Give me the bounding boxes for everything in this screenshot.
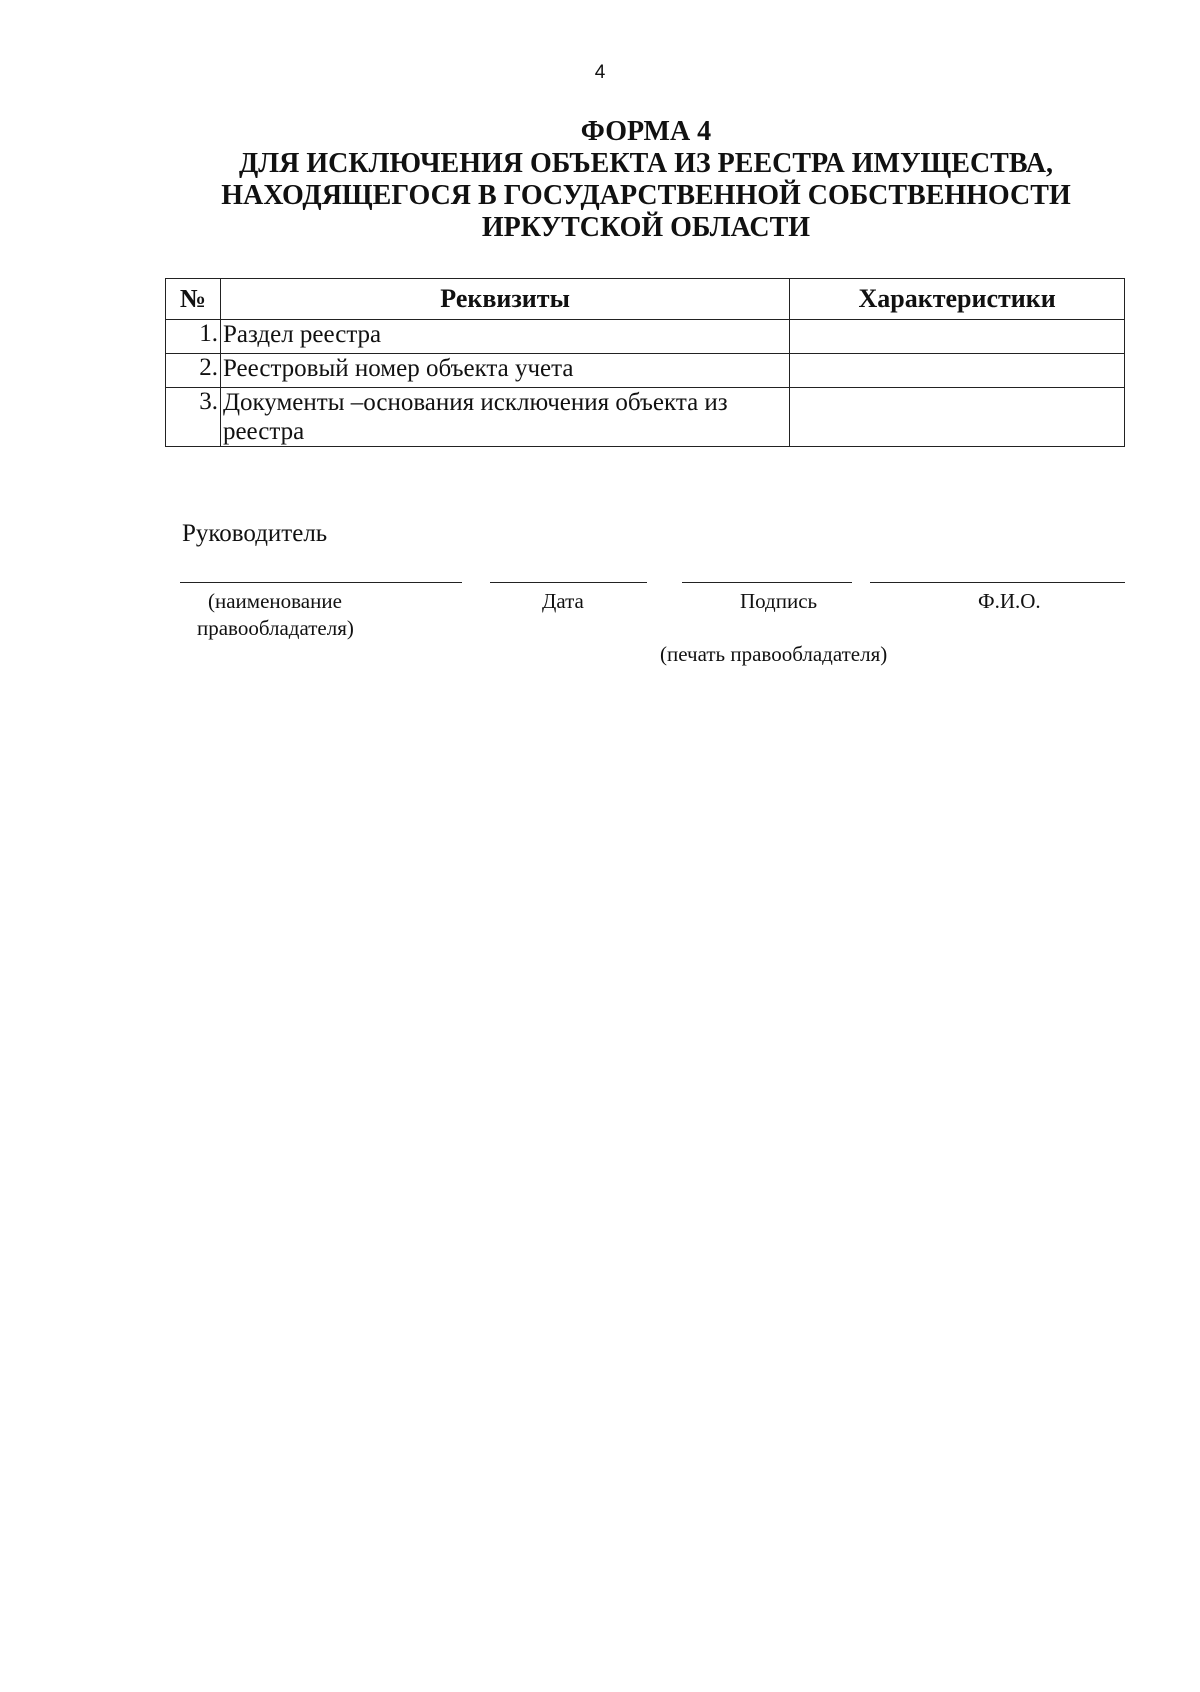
- full-name-caption: Ф.И.О.: [978, 589, 1041, 613]
- form-title: [150, 116, 1142, 244]
- date-caption: Дата: [542, 589, 584, 613]
- row-characteristic-cell[interactable]: [790, 320, 1125, 354]
- form-title-line-3: НАХОДЯЩЕГОСЯ В ГОСУДАРСТВЕННОЙ СОБСТВЕННОСТИ: [221, 180, 1071, 211]
- signature-line[interactable]: [682, 582, 852, 583]
- row-requisite: Раздел реестра: [220, 320, 789, 354]
- form-title-line-2: ДЛЯ ИСКЛЮЧЕНИЯ ОБЪЕКТА ИЗ РЕЕСТРА ИМУЩЕСТВА,: [239, 148, 1053, 179]
- full-name-signature-line[interactable]: [870, 582, 1125, 583]
- row-number: 1.: [166, 320, 221, 354]
- row-requisite: Документы –основания исключения объекта из реестра: [220, 388, 789, 447]
- table-header-row: [166, 279, 1125, 320]
- signature-caption: Подпись: [740, 589, 818, 613]
- header-characteristics: Характеристики: [790, 279, 1125, 320]
- name-caption: [197, 588, 354, 642]
- header-requisites: Реквизиты: [220, 279, 789, 320]
- stamp-caption: (печать правообладателя): [660, 642, 888, 666]
- row-number: 3.: [166, 388, 221, 447]
- table-row: [166, 388, 1125, 447]
- row-characteristic-cell[interactable]: [790, 354, 1125, 388]
- name-caption-line-1: (наименование: [208, 589, 342, 613]
- name-signature-line[interactable]: [180, 582, 462, 583]
- row-requisite: Реестровый номер объекта учета: [220, 354, 789, 388]
- date-signature-line[interactable]: [490, 582, 647, 583]
- row-number: 2.: [166, 354, 221, 388]
- head-label: Руководитель: [182, 520, 328, 547]
- signature-block: [165, 520, 1125, 666]
- header-number: №: [166, 279, 221, 320]
- table-row: [166, 354, 1125, 388]
- table-row: [166, 320, 1125, 354]
- page-number: 4: [594, 62, 606, 83]
- name-caption-line-2: правообладателя): [197, 616, 354, 640]
- row-characteristic-cell[interactable]: [790, 388, 1125, 447]
- requisites-table: [165, 278, 1125, 447]
- form-title-line-1: ФОРМА 4: [580, 116, 712, 147]
- form-title-line-4: ИРКУТСКОЙ ОБЛАСТИ: [481, 212, 811, 243]
